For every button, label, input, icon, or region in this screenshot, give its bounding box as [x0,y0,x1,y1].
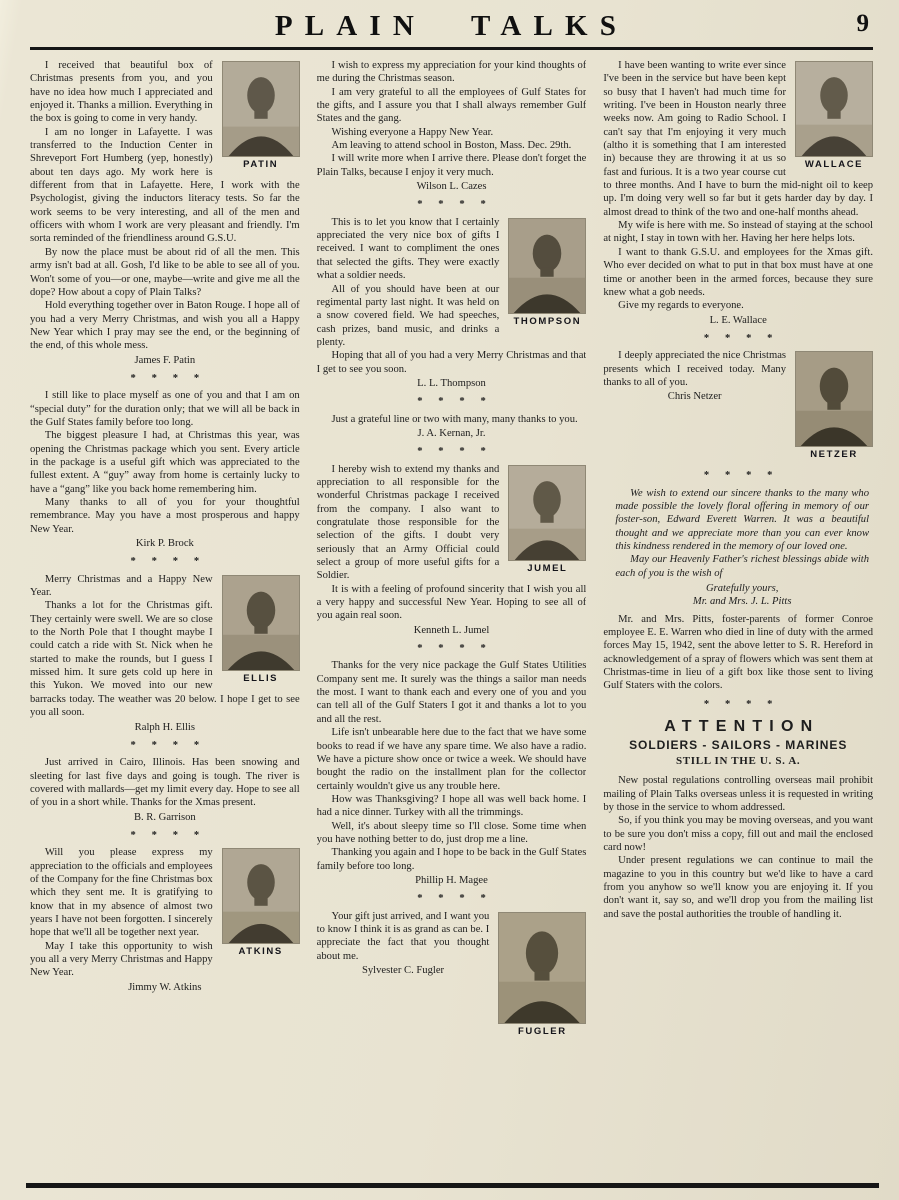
page-header [30,10,873,44]
letter-paragraph: This is to let you know that I certainly appreciated the very nice box of gifts I received. I want to compliment the ones that selected the gifts. They were exactly what a soldier needs. [316,216,500,282]
portrait-silhouette [796,62,872,156]
attention-notice [603,717,873,921]
photo-wallace [795,61,873,171]
letter-paragraph: Your gift just arrived, and I want you to know I think it is as grand as can be. I appreciate the fact that you thought about me. [316,910,490,962]
letter-paragraph: I hereby wish to extend my thanks and appreciation to all responsible for the wonderful Christmas package I received from the company. I also want to congratulate those responsible for the selection of the gifts. I doubt very seriously that an Army Official could select a group of more useful gifts for a Soldier. [316,463,500,582]
photo-caption: WALLACE [804,159,864,170]
letter-paragraph: Just a grateful line or two with many, many thanks to you. [331,413,578,425]
portrait-silhouette [223,62,299,156]
letter-netzer [603,349,873,464]
portrait-image [508,218,586,314]
photo-ellis [222,575,300,685]
letter-paragraph: I have been wanting to write ever since I've been in the service but have been kept so busy that I haven't had much time for writing. I've been in Houston nearly three weeks now. Am going to Radio School. I can't say that I'm enjoying it very much (altho it is something that I am interested in) because they are throwing it at us so fast and furious. It is a two year course cut to three months. And I have to burn the mid-night oil to keep up. I'm doing very well so far but it gets harder day by day. I almost dread to think of the two and one-half months ahead. [603,60,873,218]
pitts-letter [603,487,873,609]
attention-subsubtitle: STILL IN THE U. S. A. [676,755,801,768]
portrait-silhouette [509,466,585,560]
portrait-image [222,575,300,671]
portrait-image [498,912,586,1024]
portrait-image [795,61,873,157]
letter-magee [317,659,587,887]
letter-ellis [30,573,300,734]
column-3 [603,59,873,1177]
separator: * * * * [417,893,493,905]
letter-paragraph: I am no longer in Lafayette. I was transferred to the Induction Center in Shreveport Fort Humberg (yep, honestly) about ten days ago. My work here is different from that in Lafayette. Here, I work with the Psychologist, giving the inductors literacy tests. So far the work seems to be very interesting, and all of the men and officers with whom I work are very pleasant and friendly. I'm sorta reminded of the friendliness around G.S.U. [30,126,300,245]
portrait-silhouette [499,913,585,1023]
photo-caption: THOMPSON [513,315,582,327]
letter-paragraph: I deeply appreciated the nice Christmas presents which I received today. Many thanks to all of you. [603,350,787,388]
letter-paragraph: Life isn't unbearable here due to the fact that we have some books to read if we have any spare time. We also have a radio. We have a picture show once or twice a week. We should have bought the radio on the installment plan for the collector certainly wouldn't give us any trouble here. [316,727,587,792]
page-title: PLAIN TALKS [274,10,629,42]
signature: James F. Patin [134,354,196,366]
column-2 [317,59,587,1177]
letter-paragraph: I will write more when I arrive there. Please don't forget the Plain Talks, because I enjoy it very much. [316,153,587,178]
editor-note: Mr. and Mrs. Pitts, foster-parents of former Conroe employee E. E. Warren who died in line of duty with the armed forces May 15, 1942, sent the above letter to S. R. Hereford in acknowledgement of a spray of flowers which was sent them at Christmas-time in lieu of a gift box like those sent to living Gulf Staters with the colors. [603,613,873,692]
photo-fugler [498,912,586,1038]
signature: Chris Netzer [667,391,722,403]
attention-paragraph: Under present regulations we can continue to mail the magazine to you in this country but we'd like to have a card from you anyhow so we'll know you are enjoying it. If you don't want it, say so, and we'll drop you from the mailing list and save the postal authorities the trouble of handling it. [603,855,873,920]
signature: Wilson L. Cazes [416,181,487,193]
portrait-silhouette [796,352,872,446]
separator: * * * * [130,829,206,841]
signature: Sylvester C. Fugler [361,965,445,976]
letter-paragraph: Thanking you again and I hope to be back in the Gulf States family before too long. [316,847,587,872]
letter-cazes [317,59,587,193]
letter-jumel [317,463,587,637]
letter-paragraph: Merry Christmas and a Happy New Year. [30,573,213,599]
letter-paragraph: It is with a feeling of profound sincerity that I wish you all a very happy and successful New Year. Hoping to see all of you again real soon. [316,583,587,622]
separator: * * * * [703,470,780,482]
page-number: 9 [856,10,869,37]
signature: Phillip H. Magee [415,874,488,886]
portrait-silhouette [223,576,299,670]
letter-paragraph: May I take this opportunity to wish you all a very Merry Christmas and Happy New Year. [30,940,213,979]
portrait-image [508,465,586,561]
signature: Mr. and Mrs. J. L. Pitts [692,596,792,608]
letter-brock [30,389,300,550]
photo-caption: JUMEL [527,562,568,574]
separator: * * * * [417,643,493,655]
content-columns [30,59,873,1177]
column-1 [30,59,300,1177]
photo-caption: ELLIS [243,672,279,684]
signature: B. R. Garrison [133,811,196,823]
signature: L. E. Wallace [709,314,767,326]
letter-garrison [30,756,300,824]
photo-netzer [795,351,873,461]
letter-thompson [317,216,587,390]
letter-paragraph: May our Heavenly Father's richest blessings abide with each of you is the wish of [615,554,870,579]
photo-atkins [222,848,300,958]
separator: * * * * [130,372,206,384]
letter-atkins [30,846,300,994]
photo-caption: NETZER [810,449,858,461]
separator: * * * * [130,556,206,568]
letter-wallace [603,59,873,327]
letter-paragraph: Just arrived in Cairo, Illinois. Has been snowing and sleeting for last five days and going is tough. The river is covered with mallards—get my limit every day. Hope to see all of you in a short while. Thanks for the Xmas present. [30,757,300,809]
letter-paragraph: Hold everything together over in Baton Rouge. I hope all of you had a very Merry Christmas, and wish you all a Happy New Year which I pray may see the end, or the beginning of the end, of this whole mess. [30,300,300,352]
separator: * * * * [417,396,493,408]
signature: Jimmy W. Atkins [128,981,202,993]
attention-title: ATTENTION [664,718,820,736]
letter-paragraph: I am very grateful to all the employees of Gulf States for the gifts, and I assure you that I shall always remember Gulf States and the gang. [316,86,587,125]
attention-paragraph: So, if you think you may be moving overseas, and you want to be sure you don't miss a copy, fill out and mail the enclosed card now! [603,815,873,853]
photo-caption: ATKINS [238,946,283,958]
letter-paragraph: I still like to place myself as one of you and that I am on “special duty” for the duration only; that we will all be back in the Gulf States family before too long. [30,390,300,428]
photo-caption: PATIN [243,159,279,170]
letter-paragraph: I want to thank G.S.U. and employees for the Xmas gift. Who ever decided on what to put in that box must have at one time or another been in the armed forces, because they sure knew what a gob needs. [603,246,873,298]
letter-paragraph: Thanks a lot for the Christmas gift. They certainly were swell. We are so close to the North Pole that I thought maybe I could catch a ride with St. Nick when he started to make the rounds, but I guess I missed him. It sure gets cold up here in this Yukon. We moved into our new barracks today. The weather was 20 below. I hope I get to see you all soon. [30,600,300,719]
signature: L. L. Thompson [417,377,486,389]
separator: * * * * [703,332,780,344]
letter-paragraph: Give my regards to everyone. [618,300,744,312]
attention-subtitle: SOLDIERS - SAILORS - MARINES [629,738,848,753]
portrait-image [222,61,300,157]
letter-kernan [317,413,587,441]
signature: Ralph H. Ellis [134,721,195,733]
letter-paragraph: Thanks for the very nice package the Gulf States Utilities Company sent me. It surely was the things a sailor man needs the most. I want to thank each and every one of you and you can tell all of the Gulf Staters I got it and thanks a lot to you and all the rest. [316,660,587,725]
photo-jumel [508,465,586,575]
letter-paragraph: My wife is here with me. So instead of staying at the school at night, I stay in town with her. Having her here helps lots. [603,220,873,245]
letter-paragraph: Will you please express my appreciation to the officials and employees of the Company for the fine Christmas box which they sent me. It is gratifying to know that in my absence of almost two years I have not been forgotten. I sincerely hope that we'll all be together next year. [30,847,213,939]
letter-paragraph: Am leaving to attend school in Boston, Mass. Dec. 29th. [331,140,572,152]
letter-paragraph: All of you should have been at our regimental party last night. It was held on a snow covered field. We had speeches, cash prizes, band music, and drinks a plenty. [316,283,500,348]
letter-paragraph: How was Thanksgiving? I hope all was well back home. I had a nice dinner. Turkey with all the trimmings. [316,793,587,819]
portrait-image [222,848,300,944]
letter-paragraph: The biggest pleasure I had, at Christmas this year, was opening the Christmas package which you sent. Every article in the package is a useful gift which was appreciated to the fullest extent. A “guy” away from home is certainly lucky to have a “gang” like you back home remembering him. [30,430,300,495]
portrait-silhouette [223,849,299,943]
letter-patin [30,59,300,367]
letter-paragraph: I wish to express my appreciation for your kind thoughts of me during the Christmas season. [316,60,587,85]
photo-caption: FUGLER [518,1025,567,1037]
signature: J. A. Kernan, Jr. [417,427,486,439]
header-rule [30,47,873,50]
letter-paragraph: We wish to extend our sincere thanks to the many who made possible the lovely floral offering in memory of our foster-son, Edward Everett Warren. It was a beautiful thought and we appreciate more than you can ever know this kindness rendered in the memory of our loved one. [615,487,870,552]
footer-rule [26,1183,879,1188]
portrait-image [795,351,873,447]
letter-paragraph: Many thanks to all of you for your thoughtful remembrance. May you have a most prosperous and happy New Year. [30,497,300,535]
separator: * * * * [130,739,206,751]
photo-thompson [508,218,586,328]
signature: Kirk P. Brock [135,538,194,550]
letter-paragraph: I received that beautiful box of Christmas presents from you, and you have no idea how much I appreciated and enjoyed it. Thanks a million. Everything in the box is going to come in very handy. [30,60,213,125]
letter-paragraph: Wishing everyone a Happy New Year. [331,126,494,138]
photo-patin [222,61,300,171]
separator: * * * * [417,446,493,458]
attention-paragraph: New postal regulations controlling overseas mail prohibit mailing of Plain Talks overseas unless it is requested in writing by those in the service to whom addressed. [603,775,873,813]
portrait-silhouette [509,219,585,313]
letter-paragraph: Hoping that all of you had a very Merry Christmas and that I get to see you soon. [316,350,587,375]
letter-paragraph: Well, it's about sleepy time so I'll close. Some time when you have nothing better to do, just drop me a line. [316,820,587,845]
separator: * * * * [703,698,780,710]
letter-fugler [317,910,587,1041]
signature: Gratefully yours, [705,582,779,594]
letter-paragraph: By now the place must be about rid of all the men. This army isn't bad at all. Gosh, I'd like to be able to see all of you. Won't some of you—or one, maybe—write and give me all the dope? How about a copy of Plain Talks? [30,246,300,298]
signature: Kenneth L. Jumel [413,624,490,636]
separator: * * * * [417,199,493,211]
